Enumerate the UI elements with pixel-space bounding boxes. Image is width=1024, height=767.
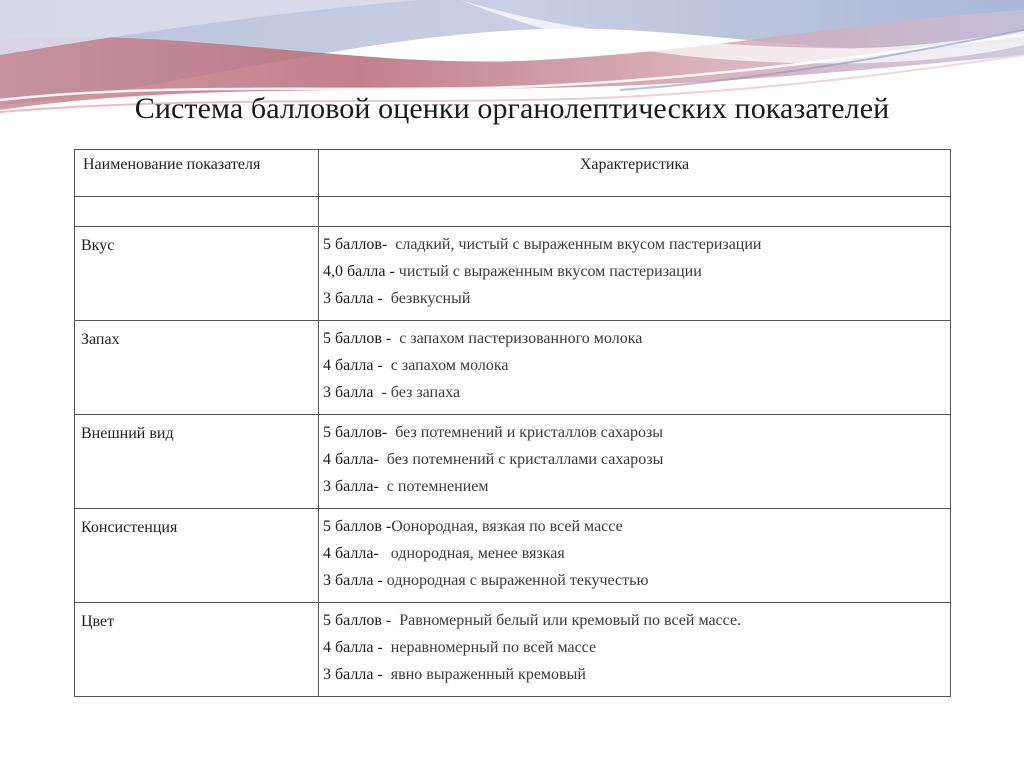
grade-score: 4 балла- (323, 451, 379, 468)
grade-text: явно выраженный кремовый (390, 666, 586, 683)
grade-score: 5 баллов- (323, 236, 388, 253)
indicator-name: Запах (75, 321, 319, 415)
empty-cell (319, 197, 951, 227)
grade-line (323, 379, 944, 406)
grade-line (323, 325, 944, 352)
grade-line (323, 285, 944, 312)
indicator-name: Консистенция (75, 509, 319, 603)
grade-text: Равномерный белый или кремовый по всей массе. (399, 612, 742, 629)
indicator-grades (319, 227, 951, 321)
indicator-grades (319, 603, 951, 697)
header-indicator-name: Наименование показателя (75, 150, 319, 197)
grade-text: без потемнений с кристаллами сахарозы (386, 451, 664, 468)
grade-score: 3 балла (323, 384, 374, 401)
grade-line (323, 473, 944, 500)
grade-line (323, 258, 944, 285)
grade-line (323, 540, 944, 567)
grade-text: однородная с выраженной текучестью (386, 572, 649, 589)
grade-score: 3 балла - (323, 572, 383, 589)
grade-line (323, 352, 944, 379)
grade-text: - без запаха (381, 384, 461, 401)
table-row (75, 603, 951, 697)
grade-score: 5 баллов - (323, 612, 392, 629)
organoleptic-score-table (74, 149, 951, 697)
grade-text: с запахом пастеризованного молока (399, 330, 643, 347)
header-characteristic: Характеристика (319, 150, 951, 197)
grade-line (323, 567, 944, 594)
table-row (75, 415, 951, 509)
grade-score: 3 балла - (323, 290, 383, 307)
grade-score: 4 балла- (323, 545, 379, 562)
grade-score: 4 балла - (323, 639, 383, 656)
grade-score: 5 баллов- (323, 424, 388, 441)
table-empty-row (75, 197, 951, 227)
grade-text: безвкусный (390, 290, 471, 307)
indicator-grades (319, 509, 951, 603)
grade-text: сладкий, чистый с выраженным вкусом пастеризации (395, 236, 762, 253)
grade-line (323, 661, 944, 688)
indicator-name: Цвет (75, 603, 319, 697)
indicator-name: Внешний вид (75, 415, 319, 509)
grade-text: однородная, менее вязкая (390, 545, 565, 562)
grade-line (323, 419, 944, 446)
indicator-grades (319, 321, 951, 415)
grade-score: 3 балла - (323, 666, 383, 683)
table-header-row (75, 150, 951, 197)
indicator-grades (319, 415, 951, 509)
grade-score: 3 балла- (323, 478, 379, 495)
grade-text: неравномерный по всей массе (390, 639, 597, 656)
grade-score: 5 баллов - (323, 330, 392, 347)
table-row (75, 227, 951, 321)
grade-score: 4 балла - (323, 357, 383, 374)
page-title: Система балловой оценки органолептических показателей (134, 92, 890, 125)
grade-line (323, 446, 944, 473)
table-row (75, 321, 951, 415)
grade-text: с потемнением (386, 478, 489, 495)
grade-score: 4,0 балла - (323, 263, 395, 280)
grade-line (323, 513, 944, 540)
grade-line (323, 634, 944, 661)
grade-text: без потемнений и кристаллов сахарозы (395, 424, 664, 441)
grade-line (323, 607, 944, 634)
empty-cell (75, 197, 319, 227)
table-row (75, 509, 951, 603)
grade-text: чистый с выраженным вкусом пастеризации (398, 263, 702, 280)
grade-line (323, 231, 944, 258)
grade-score: 5 баллов - (323, 518, 392, 535)
grade-text: с запахом молока (390, 357, 509, 374)
grade-text: Оонородная, вязкая по всей массе (391, 518, 623, 535)
indicator-name: Вкус (75, 227, 319, 321)
